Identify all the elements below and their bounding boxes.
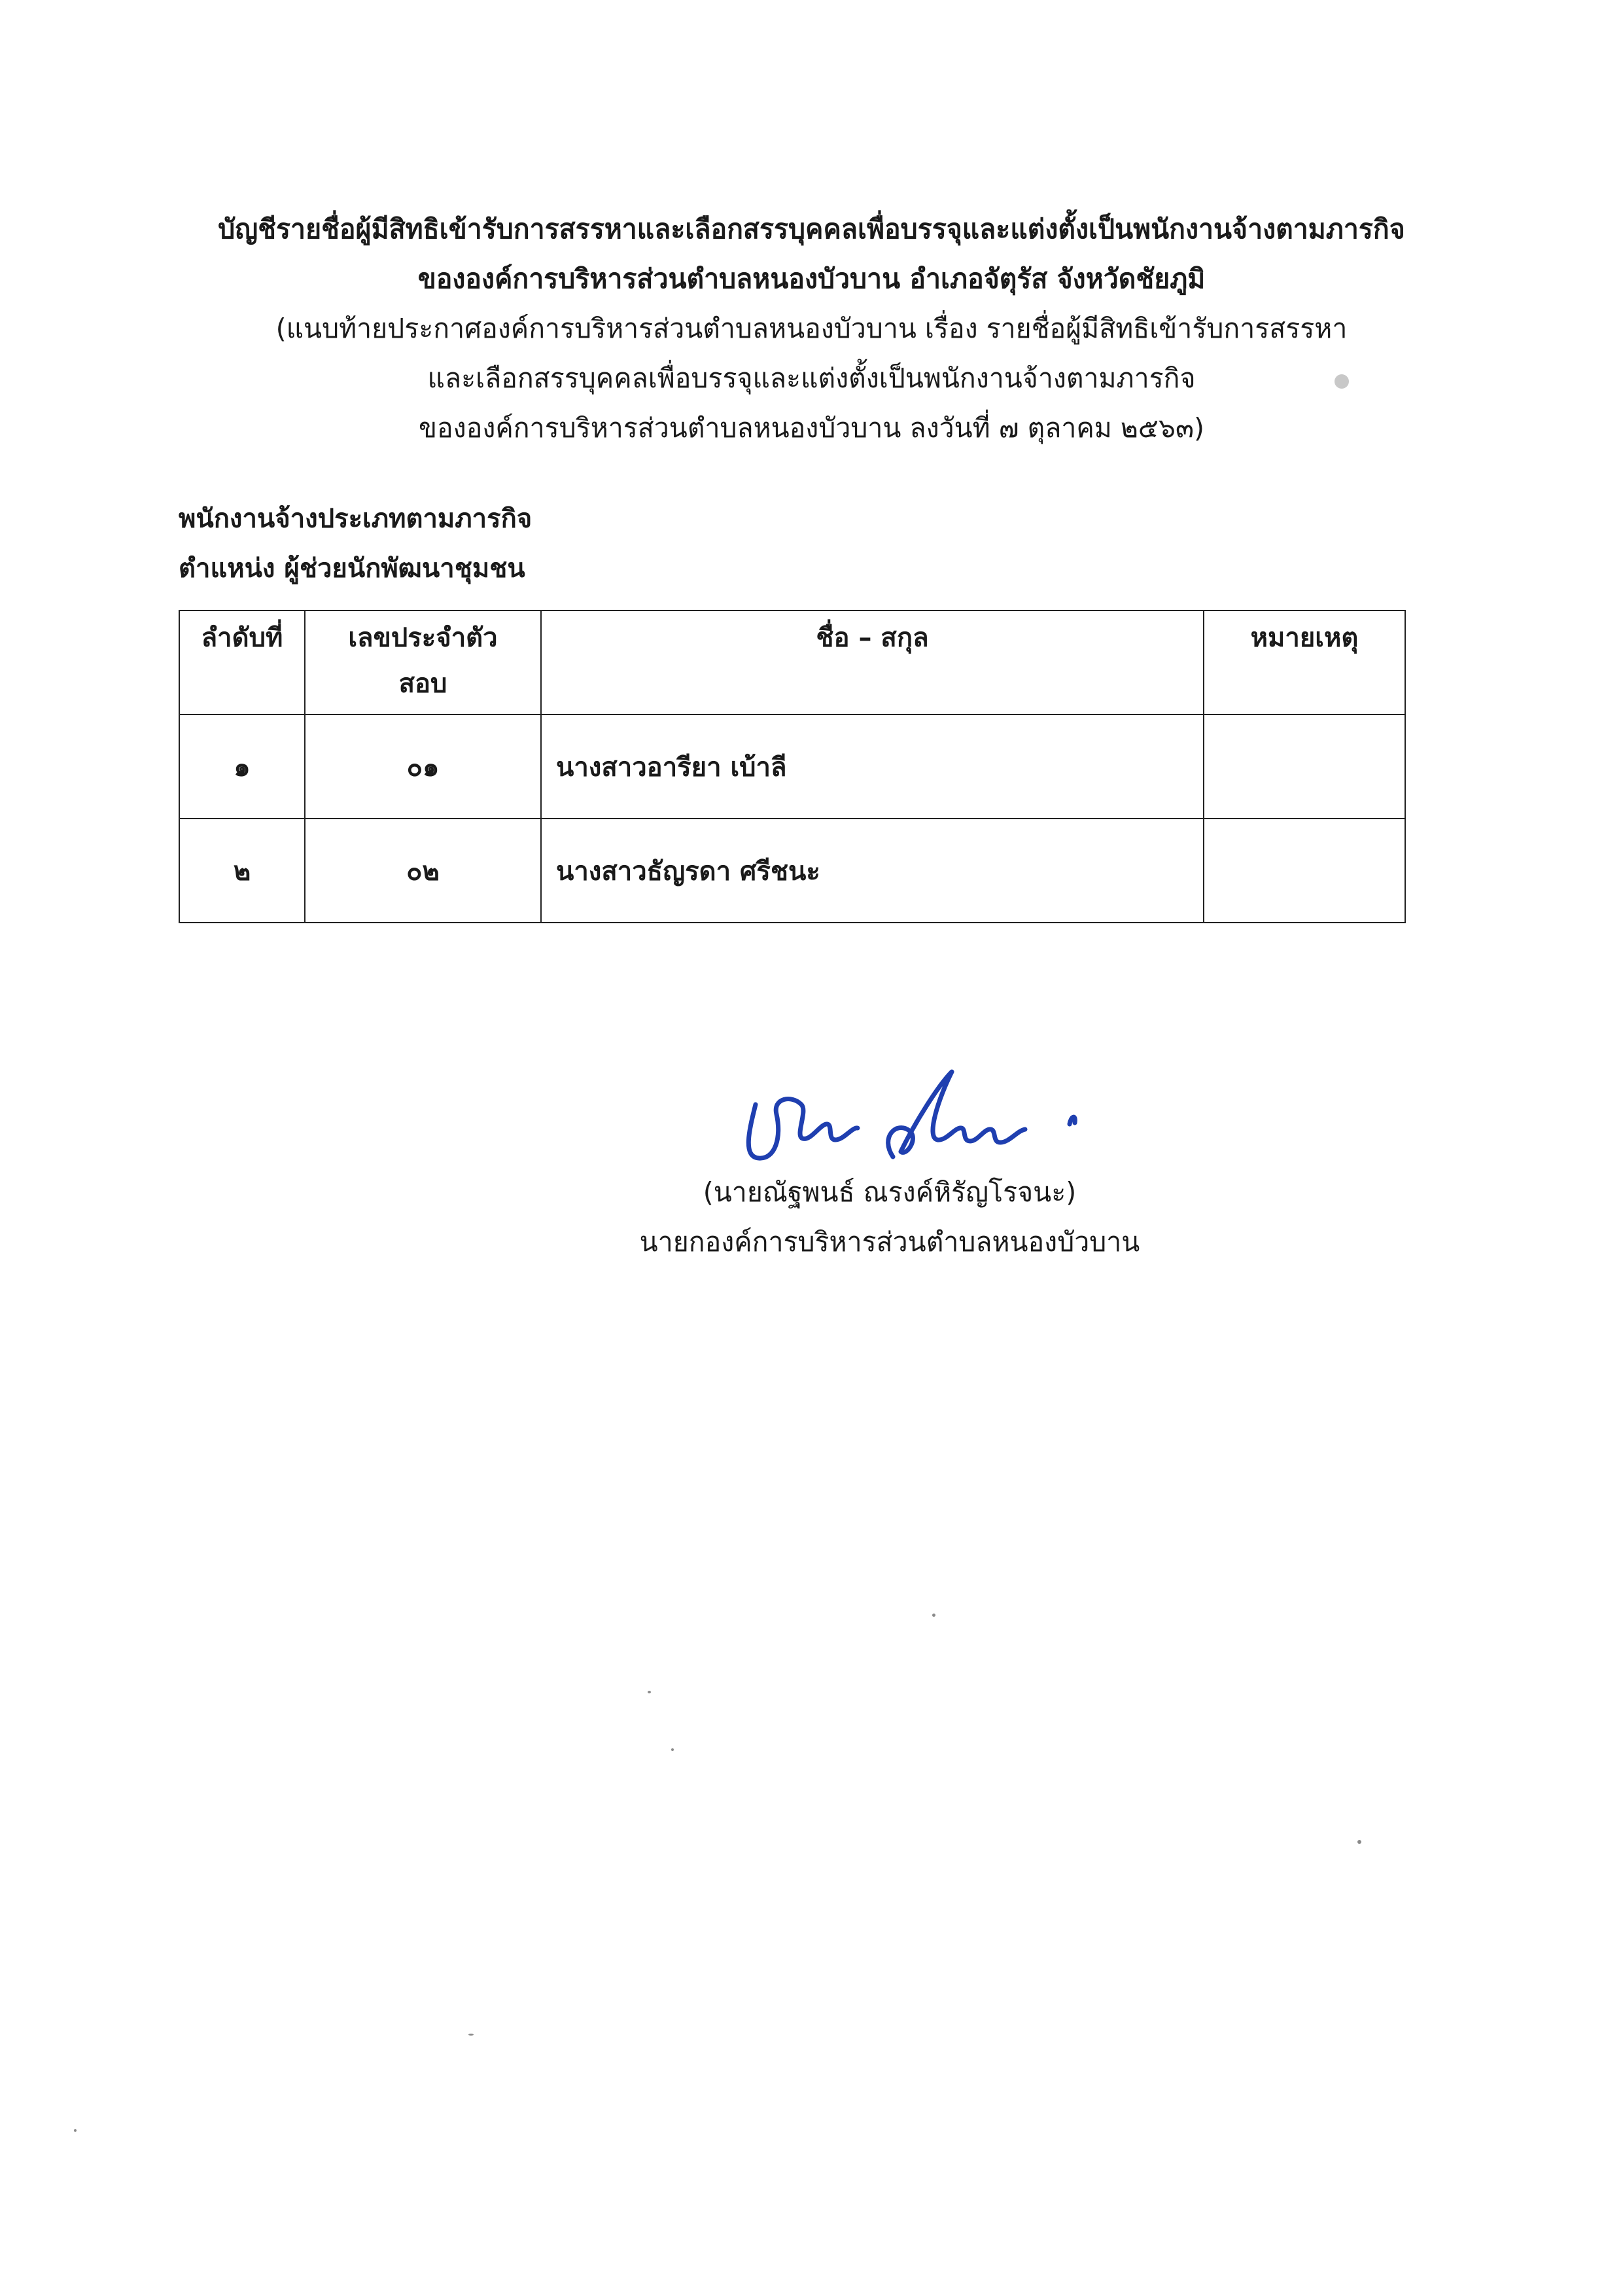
subtitle-line-2: และเลือกสรรบุคคลเพื่อบรรจุและแต่งตั้งเป็นพนักงานจ้างตามภารกิจ — [427, 362, 1196, 394]
scan-speck — [74, 2129, 77, 2132]
cell-order: ๒ — [179, 819, 305, 923]
scan-speck — [1357, 1840, 1361, 1844]
header-remark: หมายเหตุ — [1204, 610, 1405, 715]
scan-speck — [1335, 374, 1349, 389]
table-row — [179, 715, 1405, 819]
header-exam-id-line-2: สอบ — [398, 669, 447, 699]
title-block — [0, 204, 1623, 453]
signer-block — [576, 1167, 1204, 1267]
candidate-table — [179, 610, 1406, 923]
cell-remark — [1204, 819, 1405, 923]
title-line-2: ขององค์การบริหารส่วนตำบลหนองบัวบาน อำเภอจัตุรัส จังหวัดชัยภูมิ — [417, 263, 1206, 294]
header-order: ลำดับที่ — [179, 610, 305, 715]
subtitle-line-1: (แนบท้ายประกาศองค์การบริหารส่วนตำบลหนองบัวบาน เรื่อง รายชื่อผู้มีสิทธิเข้ารับการสรรหา — [275, 313, 1348, 344]
scan-speck — [932, 1614, 935, 1617]
cell-exam-id: ๐๒ — [305, 819, 541, 923]
title-line-1: บัญชีรายชื่อผู้มีสิทธิเข้ารับการสรรหาและเลือกสรรบุคคลเพื่อบรรจุและแต่งตั้งเป็นพนักงานจ้างตามภารกิจ — [218, 213, 1405, 245]
cell-name: นางสาวอารียา เบ้าลี — [541, 715, 1204, 819]
header-exam-id-line-1: เลขประจำตัว — [348, 623, 498, 653]
signer-title: นายกองค์การบริหารส่วนตำบลหนองบัวบาน — [639, 1226, 1140, 1258]
scan-speck — [468, 2034, 474, 2036]
signature-stroke-first — [748, 1099, 858, 1159]
cell-order: ๑ — [179, 715, 305, 819]
signature-stroke-second — [888, 1072, 1025, 1157]
signature-image — [729, 1059, 1096, 1176]
scan-speck — [671, 1748, 674, 1751]
signature-dot — [1070, 1117, 1075, 1124]
cell-exam-id: ๐๑ — [305, 715, 541, 819]
cell-remark — [1204, 715, 1405, 819]
cell-name: นางสาวธัญรดา ศรีชนะ — [541, 819, 1204, 923]
scan-speck — [648, 1691, 651, 1693]
category-block — [179, 494, 1160, 593]
position-title: ตำแหน่ง ผู้ช่วยนักพัฒนาชุมชน — [179, 554, 525, 584]
signer-name: (นายณัฐพนธ์ ณรงค์หิรัญโรจนะ) — [703, 1176, 1077, 1208]
table-header-row — [179, 610, 1405, 715]
header-name: ชื่อ – สกุล — [541, 610, 1204, 715]
subtitle-line-3: ขององค์การบริหารส่วนตำบลหนองบัวบาน ลงวันที่ ๗ ตุลาคม ๒๕๖๓) — [419, 412, 1204, 444]
header-exam-id — [305, 610, 541, 715]
employee-type: พนักงานจ้างประเภทตามภารกิจ — [179, 504, 532, 534]
table-row — [179, 819, 1405, 923]
